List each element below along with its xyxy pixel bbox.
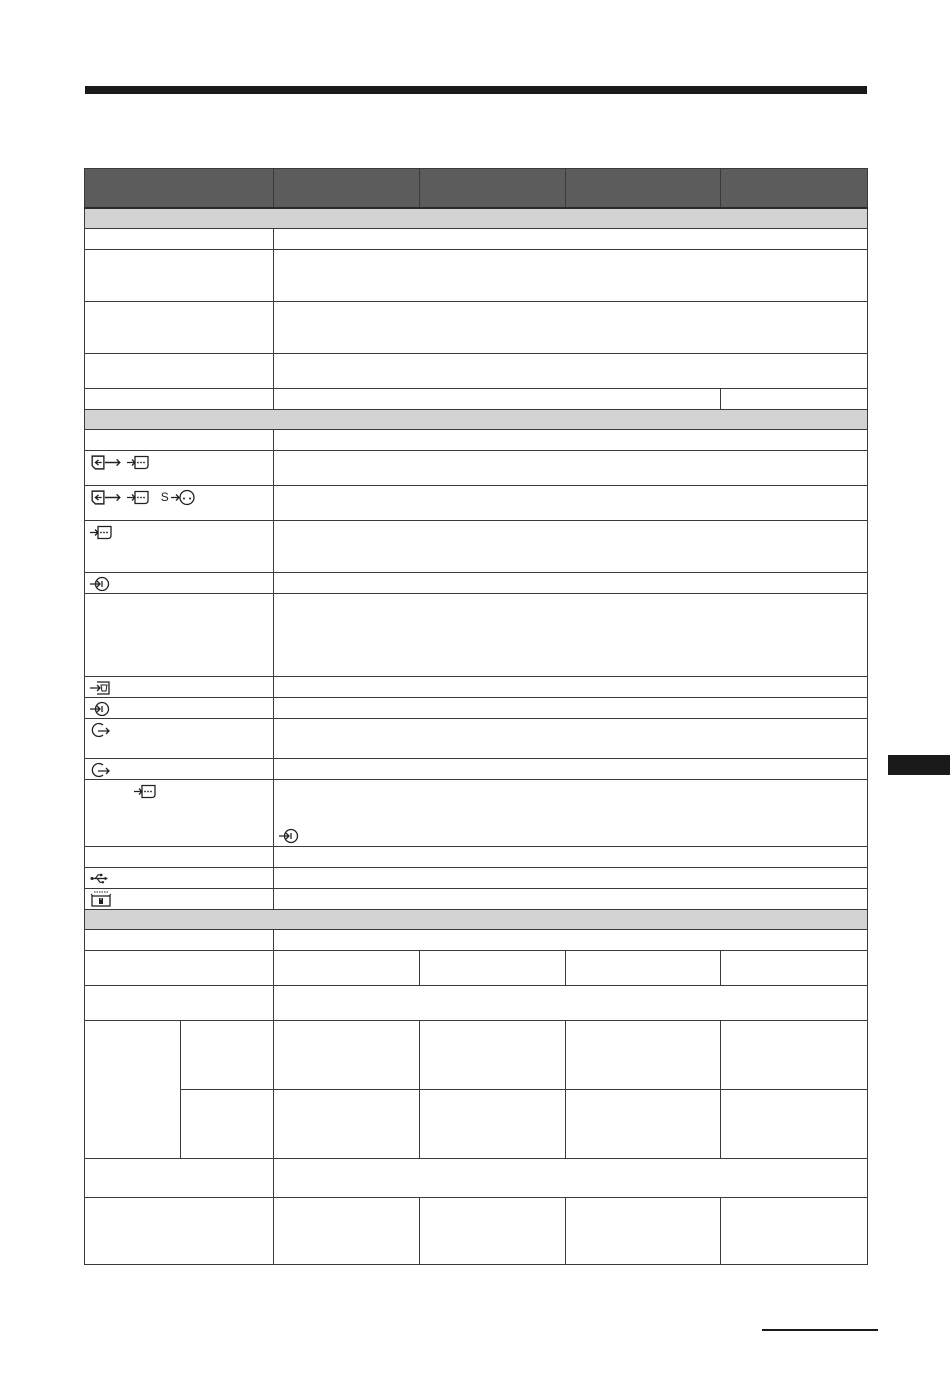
specifications-table [84,168,868,1265]
video-in-icon [133,783,159,800]
usb-icon [89,871,111,886]
scart-inout-icon [89,454,123,471]
table-row [85,847,868,868]
table-row [85,930,868,951]
table-row [85,986,868,1021]
section-row-others [85,910,868,930]
section-row-system [85,208,868,229]
table-row [85,430,868,451]
header-cell-model-1 [274,169,420,209]
video-in-icon [89,524,115,541]
table-row-pc-in [85,677,868,698]
video-in-icon [126,489,152,506]
table-row [85,1090,868,1159]
table-row-front-video [85,780,868,847]
audio-in-icon [89,701,111,717]
audio-out-icon [89,762,111,778]
table-row-av3 [85,521,868,573]
table-row [85,354,868,389]
audio-out-icon [89,722,111,738]
video-in-icon [126,454,152,471]
table-row [85,389,868,410]
table-row [85,250,868,302]
header-cell-model-4 [721,169,868,209]
pc-in-icon [89,680,111,696]
table-row [85,1198,868,1265]
table-row-audio-out [85,719,868,759]
s-video-in-icon [170,489,198,506]
table-row-av1 [85,451,868,486]
header-cell-model-2 [420,169,566,209]
section-tab-marker [888,755,950,775]
continued-rule [762,1329,878,1331]
table-row-av2 [85,486,868,521]
table-row-audio-out-2 [85,759,868,780]
table-header-row [85,169,868,209]
table-row [85,1021,868,1090]
table-row-audio-in [85,573,868,594]
audio-in-icon [89,576,111,592]
s-video-label: S [160,490,169,504]
header-cell-model-3 [566,169,721,209]
audio-in-icon [278,828,300,844]
scart-inout-icon [89,489,123,506]
table-row-usb [85,868,868,889]
header-cell-spec [85,169,274,209]
section-row-terminals [85,410,868,430]
table-row [85,951,868,986]
ci-slot-icon [89,890,113,908]
table-row [85,1159,868,1198]
table-row-audio-in-2 [85,698,868,719]
table-row [85,302,868,354]
table-row-ci [85,889,868,910]
top-header-rule [85,86,867,94]
table-row [85,594,868,677]
table-row [85,229,868,250]
